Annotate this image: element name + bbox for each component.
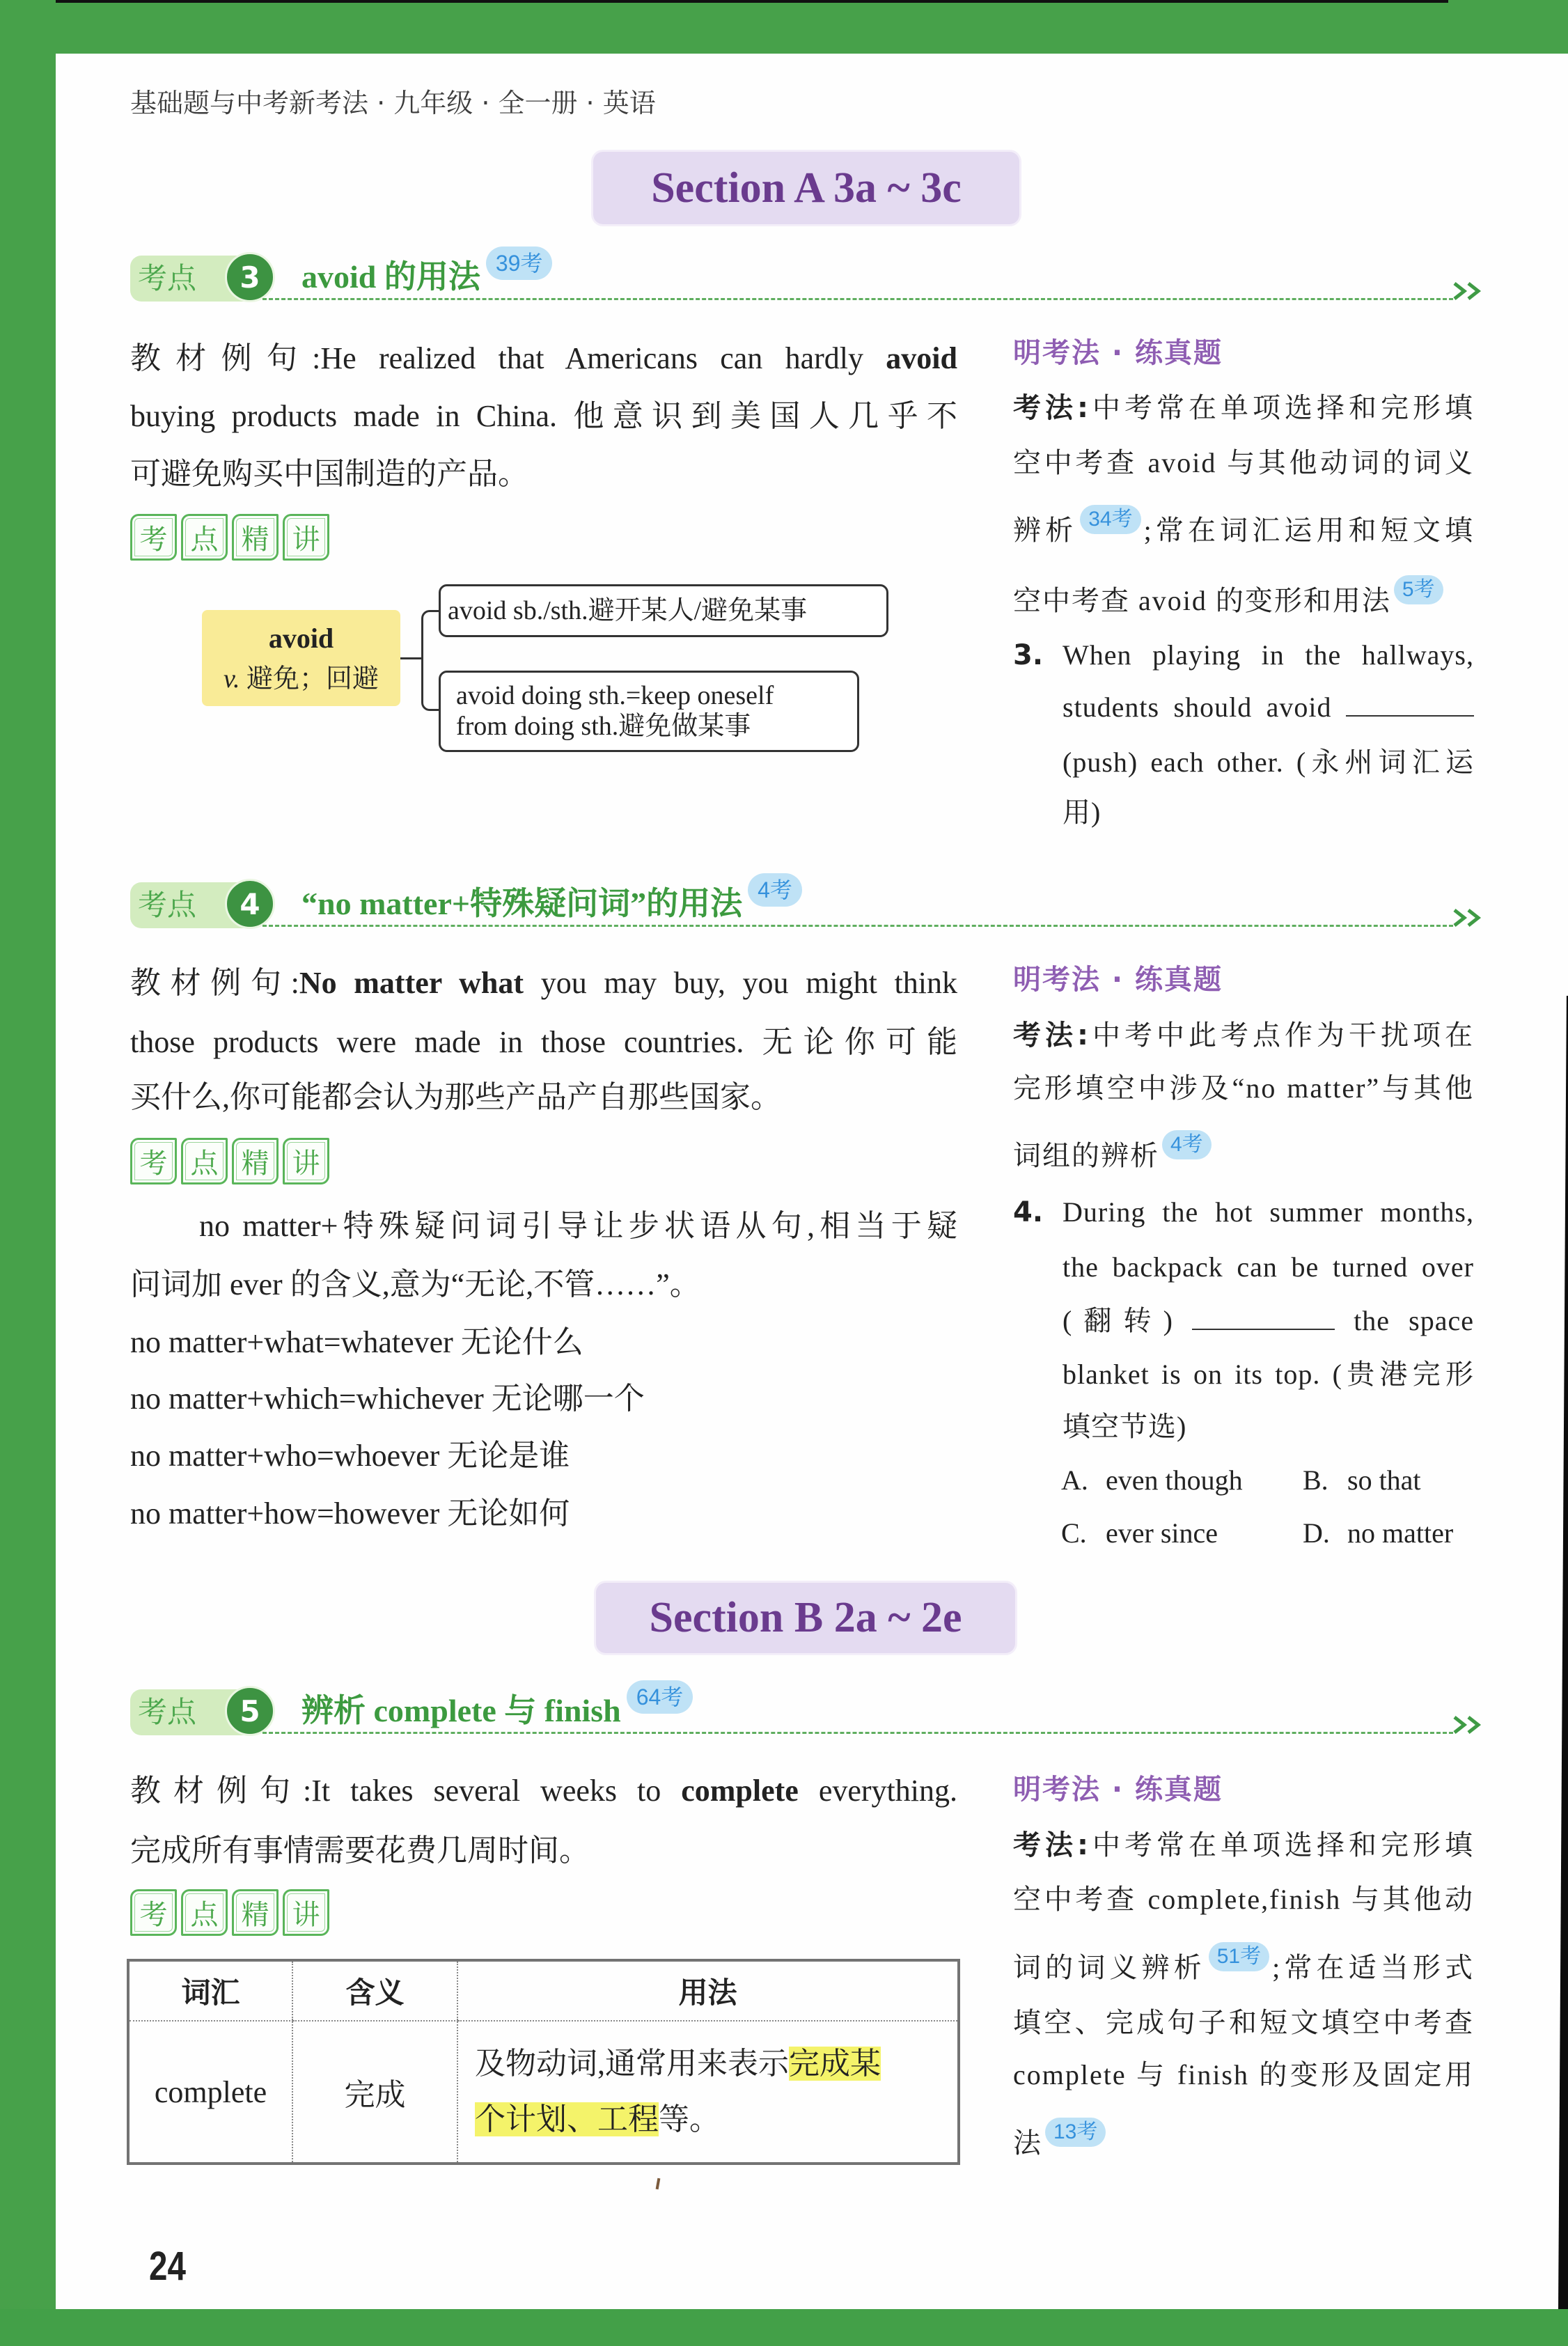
- exam-count-badge: 13考: [1045, 2118, 1106, 2147]
- highlighted-text: 个计划、工程: [475, 2102, 659, 2136]
- diagram-usage-box: avoid sb./sth.避开某人/避免某事: [439, 584, 888, 637]
- option-text: ever since: [1106, 1517, 1218, 1549]
- question-line: When playing in the hallways,: [1063, 639, 1474, 671]
- exam-method-text: ;常在适当形式: [1272, 1952, 1474, 1983]
- label-char: 考: [130, 1889, 177, 1936]
- scan-edge-top: [0, 0, 1448, 3]
- meaning-text: 避免；回避: [240, 664, 379, 694]
- diagram-keyword-box: [202, 610, 400, 706]
- section-a-title: Section A 3a ~ 3c: [651, 164, 962, 212]
- example-keyword: complete: [681, 1774, 799, 1808]
- exam-method-line: [1013, 1015, 1474, 1056]
- diagram-connector: [400, 657, 423, 659]
- section-a-title-box: [593, 152, 1019, 224]
- page-frame-bottom: [0, 2309, 1568, 2346]
- exam-count-badge: 64考: [627, 1680, 693, 1714]
- option-text: so that: [1347, 1464, 1421, 1496]
- question-line: the backpack can be turned over: [1063, 1251, 1474, 1283]
- exam-method-text: 中考常在单项选择和完形填: [1090, 1829, 1474, 1861]
- example-keyword: avoid: [886, 341, 957, 375]
- option-a[interactable]: [1061, 1460, 1243, 1501]
- option-b[interactable]: [1303, 1460, 1421, 1501]
- point-title: [301, 879, 802, 929]
- example-sentence-line: [130, 962, 957, 1004]
- question-line: During the hot summer months,: [1063, 1196, 1474, 1228]
- point-heading: avoid 的用法: [301, 259, 480, 295]
- page-frame-top: [0, 0, 1568, 54]
- key-point-explanation-label: [130, 1889, 329, 1936]
- exam-method-label: 考法:: [1013, 1019, 1090, 1051]
- exam-method-label: 考法:: [1013, 1829, 1090, 1861]
- diagram-bracket: [421, 610, 441, 711]
- question-line: [1063, 687, 1474, 728]
- label-char: 精: [232, 1138, 279, 1184]
- explanation-line: no matter+特殊疑问词引导让步状语从句,相当于疑: [199, 1209, 957, 1243]
- practice-title: 明考法 · 练真题: [1013, 964, 1223, 996]
- cell-meaning: 完成: [292, 2021, 457, 2164]
- exam-count-badge: 51考: [1209, 1942, 1269, 1971]
- point-title: [301, 252, 552, 302]
- table-header-row: [128, 1960, 959, 2021]
- label-char: 讲: [283, 514, 329, 561]
- example-label: 教材例句:: [130, 341, 321, 375]
- cell-word: complete: [128, 2021, 292, 2164]
- example-sentence-line: buying products made in China. 他意识到美国人几乎不: [130, 399, 957, 433]
- column-header-word: 词汇: [128, 1960, 292, 2021]
- label-char: 讲: [283, 1889, 329, 1936]
- option-c[interactable]: [1061, 1512, 1218, 1554]
- point-number-badge: 3: [225, 252, 275, 302]
- table-row: [128, 2021, 959, 2164]
- question-text: (翻转): [1063, 1305, 1193, 1336]
- point-3-header: [0, 252, 1568, 308]
- answer-blank[interactable]: [1346, 689, 1474, 717]
- question-text: students should avoid: [1063, 691, 1346, 723]
- exam-method-label: 考法:: [1013, 392, 1090, 424]
- column-header-usage: 用法: [457, 1960, 959, 2021]
- option-key: C.: [1061, 1517, 1087, 1549]
- exam-method-line: [1013, 577, 1474, 622]
- exam-count-badge: 4考: [1162, 1130, 1212, 1159]
- exam-method-text: 词的词义辨析: [1013, 1952, 1206, 1983]
- usage-line: [475, 2036, 957, 2092]
- exam-method-text: 中考常在单项选择和完形填: [1090, 392, 1474, 423]
- example-text: He realized that Americans can hardly: [320, 341, 886, 375]
- point-tag-label: 考点: [138, 888, 197, 922]
- practice-title: 明考法 · 练真题: [1013, 337, 1223, 369]
- usage-line: from doing sth.避免做某事: [456, 712, 751, 741]
- example-text: you may buy, you might think: [524, 966, 957, 1000]
- diagram-meaning: [202, 662, 400, 696]
- example-sentence-line: [130, 338, 957, 380]
- exam-method-text: ;常在词汇运用和短文填: [1143, 515, 1474, 546]
- example-text: It takes several weeks to: [311, 1774, 682, 1808]
- diagram-usage-box: [439, 671, 859, 752]
- exam-method-line: [1013, 1824, 1474, 1866]
- dashed-divider: [262, 298, 1453, 300]
- section-b-title: Section B 2a ~ 2e: [649, 1594, 962, 1641]
- comparison-table: [127, 1959, 960, 2165]
- key-point-explanation-label: [130, 1138, 329, 1184]
- example-translation-line: 可避免购买中国制造的产品。: [130, 457, 528, 491]
- point-5-header: [0, 1686, 1568, 1742]
- question-line: 填空节选): [1063, 1411, 1187, 1442]
- label-char: 点: [181, 1138, 228, 1184]
- point-heading: “no matter+特殊疑问词”的用法: [301, 886, 743, 921]
- example-keyword: No matter what: [299, 966, 524, 1000]
- part-of-speech: v.: [223, 664, 240, 694]
- label-char: 点: [181, 1889, 228, 1936]
- double-chevron-right-icon: [1452, 281, 1483, 301]
- exam-method-line: 空中考查 complete,finish 与其他动: [1013, 1884, 1474, 1915]
- answer-blank[interactable]: [1192, 1302, 1335, 1330]
- exam-method-line: 完形填空中涉及“no matter”与其他: [1013, 1072, 1474, 1104]
- option-text: no matter: [1347, 1517, 1454, 1549]
- question-line: [1063, 1300, 1474, 1342]
- label-char: 精: [232, 1889, 279, 1936]
- example-label: 教材例句:: [130, 966, 299, 1000]
- question-number: 3.: [1013, 639, 1044, 671]
- column-header-meaning: 含义: [292, 1960, 457, 2021]
- question-line: (push) each other. (永州词汇运: [1063, 746, 1474, 778]
- label-char: 考: [130, 514, 177, 561]
- example-text: everything.: [798, 1774, 957, 1808]
- option-d[interactable]: [1303, 1512, 1453, 1554]
- exam-method-line: [1013, 1132, 1474, 1177]
- exam-method-line: [1013, 2122, 1474, 2164]
- label-char: 讲: [283, 1138, 329, 1184]
- example-translation-line: 买什么,你可能都会认为那些产品产自那些国家。: [130, 1080, 781, 1114]
- exam-count-badge: 34考: [1080, 505, 1140, 534]
- option-key: B.: [1303, 1464, 1328, 1496]
- question-line: 用): [1063, 797, 1101, 828]
- exam-method-text: 词组的辨析: [1013, 1140, 1159, 1171]
- example-sentence-line: those products were made in those countries. 无论你可能: [130, 1025, 957, 1059]
- label-char: 考: [130, 1138, 177, 1184]
- dashed-divider: [262, 925, 1453, 927]
- scan-edge-right: [1558, 996, 1568, 2309]
- key-point-explanation-label: [130, 514, 329, 561]
- exam-method-line: complete 与 finish 的变形及固定用: [1013, 2059, 1474, 2090]
- exam-method-text: 法: [1013, 2127, 1042, 2159]
- point-4-header: [0, 879, 1568, 935]
- exam-count-badge: 5考: [1394, 575, 1443, 604]
- page-number: 24: [149, 2244, 186, 2289]
- usage-text: 等。: [659, 2102, 720, 2136]
- point-number-badge: 4: [225, 879, 275, 929]
- page-frame-left: [0, 0, 56, 2346]
- question-line: blanket is on its top. (贵港完形: [1063, 1359, 1474, 1390]
- rule-line: no matter+which=whichever 无论哪一个: [130, 1382, 645, 1416]
- exam-count-badge: 4考: [748, 873, 802, 907]
- example-translation-line: 完成所有事情需要花费几周时间。: [130, 1833, 590, 1868]
- exam-method-line: 填空、完成句子和短文填空中考查: [1013, 2007, 1474, 2038]
- dashed-divider: [262, 1732, 1453, 1734]
- double-chevron-right-icon: [1452, 1715, 1483, 1735]
- cell-usage: [457, 2021, 959, 2164]
- option-text: even though: [1106, 1464, 1243, 1496]
- exam-method-line: 空中考查 avoid 与其他动词的词义: [1013, 447, 1474, 478]
- exam-method-text: 中考中此考点作为干扰项在: [1090, 1019, 1474, 1051]
- usage-text: 及物动词,通常用来表示: [475, 2047, 789, 2081]
- point-number-badge: 5: [225, 1686, 275, 1736]
- label-char: 点: [181, 514, 228, 561]
- rule-line: no matter+how=however 无论如何: [130, 1496, 570, 1531]
- point-tag-label: 考点: [138, 261, 197, 295]
- exam-method-line: [1013, 1944, 1474, 1989]
- practice-title: 明考法 · 练真题: [1013, 1774, 1223, 1806]
- explanation-line: 问词加 ever 的含义,意为“无论,不管……”。: [130, 1267, 700, 1301]
- exam-method-line: [1013, 507, 1474, 552]
- label-char: 精: [232, 514, 279, 561]
- point-tag-label: 考点: [138, 1695, 197, 1729]
- point-heading: 辨析 complete 与 finish: [301, 1693, 621, 1728]
- point-title: [301, 1686, 693, 1736]
- diagram-keyword: avoid: [268, 623, 334, 654]
- exam-method-line: [1013, 387, 1474, 429]
- usage-line: avoid doing sth.=keep oneself: [456, 681, 774, 710]
- highlighted-text: 完成某: [789, 2047, 881, 2081]
- option-key: D.: [1303, 1517, 1330, 1549]
- example-label: 教材例句:: [130, 1774, 312, 1808]
- exam-method-text: 辨析: [1013, 515, 1078, 546]
- print-mark: [656, 2178, 661, 2189]
- question-text: the space: [1335, 1305, 1474, 1336]
- rule-line: no matter+who=whoever 无论是谁: [130, 1439, 570, 1473]
- double-chevron-right-icon: [1452, 908, 1483, 928]
- exam-count-badge: 39考: [486, 247, 553, 280]
- usage-line: [475, 2092, 957, 2148]
- example-sentence-line: [130, 1770, 957, 1812]
- section-b-title-box: [596, 1583, 1015, 1653]
- exam-method-text: 空中考查 avoid 的变形和用法: [1013, 585, 1391, 616]
- question-number: 4.: [1013, 1196, 1044, 1228]
- rule-line: no matter+what=whatever 无论什么: [130, 1325, 583, 1359]
- running-header: 基础题与中考新考法 · 九年级 · 全一册 · 英语: [130, 88, 656, 118]
- option-key: A.: [1061, 1464, 1088, 1496]
